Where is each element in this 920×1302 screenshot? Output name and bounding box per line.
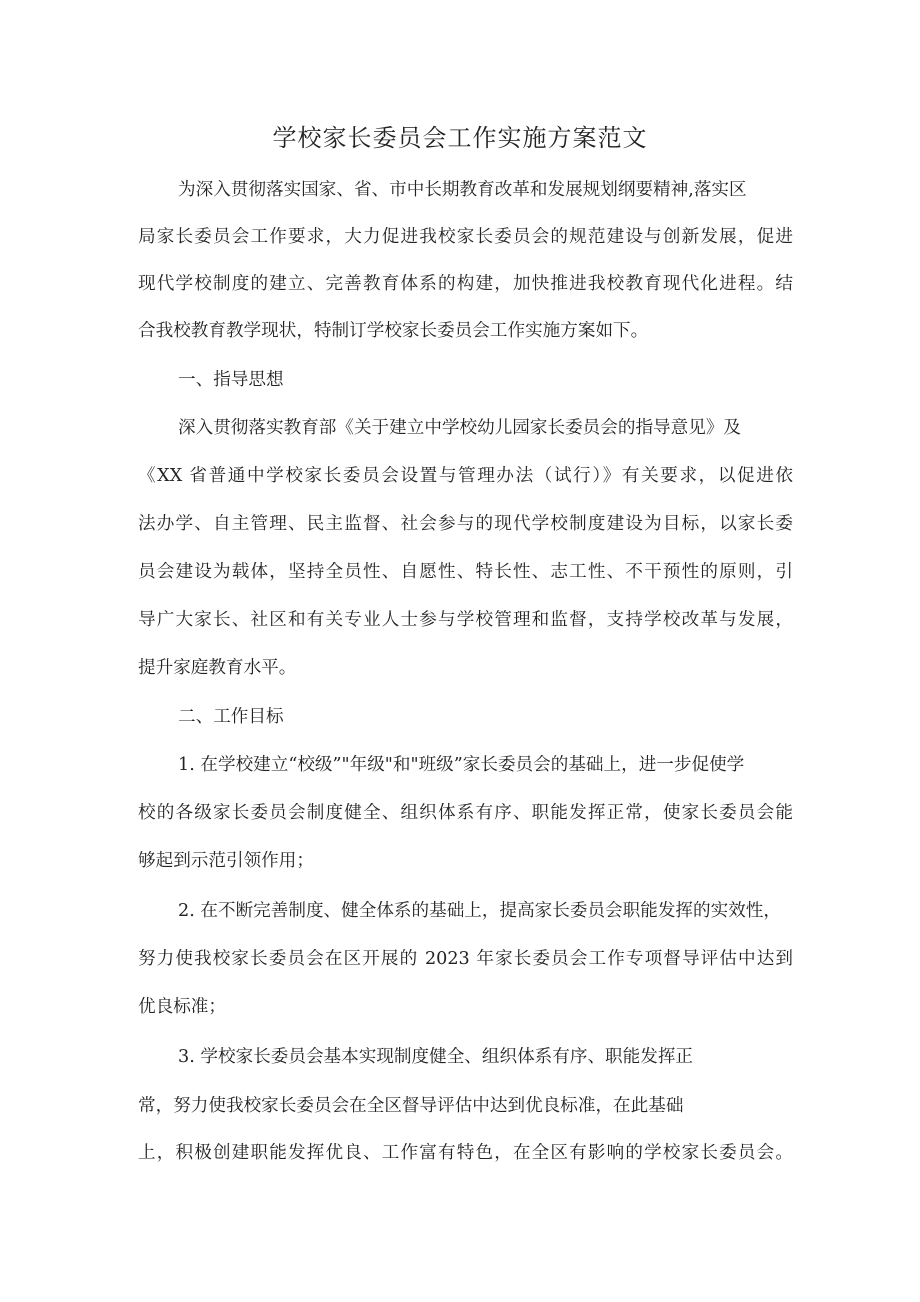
paragraph-line: 为深入贯彻落实国家、省、市中长期教育改革和发展规划纲要精神,落实区 [178, 180, 747, 200]
paragraph-line: 导广大家长、社区和有关专业人士参与学校管理和监督，支持学校改革与发展， [138, 610, 793, 630]
list-item-line: 够起到示范引领作用； [138, 851, 314, 871]
section-heading: 二、工作目标 [178, 707, 284, 727]
list-item-line: 3. 学校家长委员会基本实现制度健全、组织体系有序、职能发挥正 [178, 1047, 694, 1067]
list-item-line: 努力使我校家长委员会在区开展的 2023 年家长委员会工作专项督导评估中达到 [138, 949, 793, 969]
list-item-line: 常，努力使我校家长委员会在全区督导评估中达到优良标准，在此基础 [138, 1096, 684, 1116]
paragraph-line: 《XX 省普通中学校家长委员会设置与管理办法（试行）》有关要求，以促进依 [138, 466, 793, 486]
list-item-line: 优良标准； [138, 997, 226, 1017]
list-item-line: 1. 在学校建立“校级”"年级"和"班级”家长委员会的基础上，进一步促使学 [178, 755, 745, 775]
paragraph-line: 局家长委员会工作要求，大力促进我校家长委员会的规范建设与创新发展，促进 [138, 227, 793, 247]
paragraph-line: 法办学、自主管理、民主监督、社会参与的现代学校制度建设为目标，以家长委 [138, 514, 793, 534]
paragraph-line: 深入贯彻落实教育部《关于建立中学校幼儿园家长委员会的指导意见》及 [178, 418, 742, 438]
list-item-line: 2. 在不断完善制度、健全体系的基础上，提高家长委员会职能发挥的实效性， [178, 901, 781, 921]
list-item-line: 校的各级家长委员会制度健全、组织体系有序、职能发挥正常，使家长委员会能 [138, 803, 793, 823]
paragraph-line: 员会建设为载体，坚持全员性、自愿性、特长性、志工性、不干预性的原则，引 [138, 562, 793, 582]
paragraph-line: 现代学校制度的建立、完善教育体系的构建，加快推进我校教育现代化进程。结 [138, 274, 793, 294]
paragraph-line: 提升家庭教育水平。 [138, 658, 297, 678]
list-item-line: 上，积极创建职能发挥优良、工作富有特色，在全区有影响的学校家长委员会。 [138, 1143, 793, 1163]
paragraph-line: 合我校教育教学现状，特制订学校家长委员会工作实施方案如下。 [138, 321, 649, 341]
section-heading: 一、指导思想 [178, 370, 284, 390]
document-title: 学校家长委员会工作实施方案范文 [272, 124, 648, 152]
